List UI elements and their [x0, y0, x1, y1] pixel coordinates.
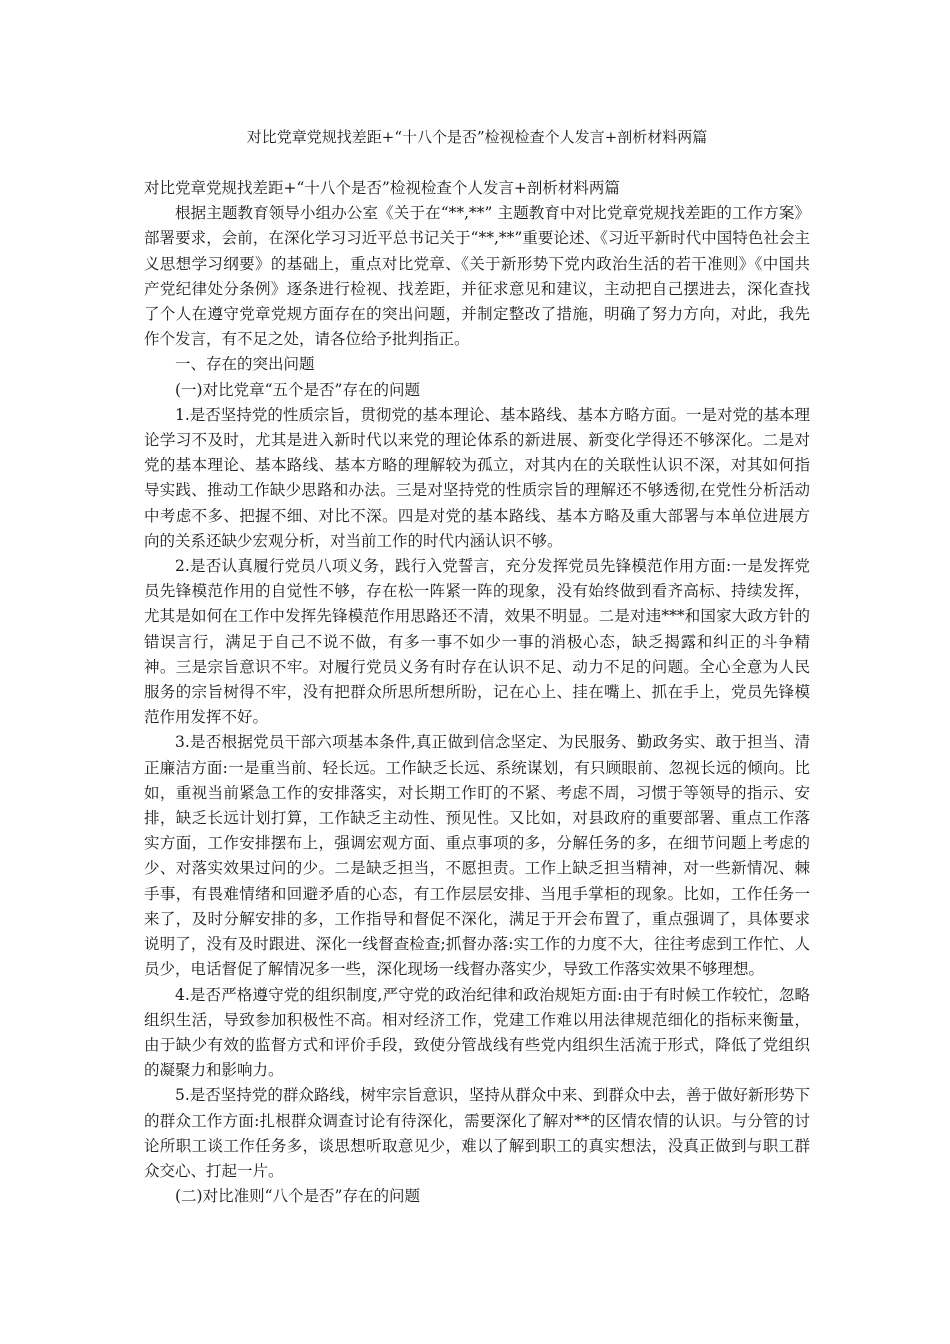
subsection-heading-guidelines: (二)对比准则“八个是否”存在的问题	[175, 1187, 420, 1206]
paragraph-item-2: 2.是否认真履行党员八项义务，践行入党誓言，充分发挥党员先锋模范作用方面:一是发挥党员先锋模范作用的自觉性不够，存在松一阵紧一阵的现象，没有始终做到看齐高标、持续发挥，尤其是如何在工作中发挥先锋模范作用思路还不清，效果不明显。二是对违***和国家大政方针的错误言行，满足于自己不说不做，有多一事不如少一事的消极心态，缺乏揭露和纠正的斗争精神。三是宗旨意识不牢。对履行党员义务有时存在认识不足、动力不足的问题。全心全意为人民服务的宗旨树得不牢，没有把群众所思所想所盼，记在心上、挂在嘴上、抓在手上，党员先锋模范作用发挥不好。	[144, 557, 810, 727]
paragraph-repeated-title: 对比党章党规找差距+“十八个是否”检视检查个人发言+剖析材料两篇	[144, 179, 620, 197]
document-body	[144, 176, 810, 1209]
paragraph-item-1: 1.是否坚持党的性质宗旨，贯彻党的基本理论、基本路线、基本方略方面。一是对党的基本理论学习不及时，尤其是进入新时代以来党的理论体系的新进展、新变化学得还不够深化。二是对党的基本理论、基本路线、基本方略的理解较为孤立，对其内在的关联性认识不深，对其如何指导实践、推动工作缺少思路和办法。三是对坚持党的性质宗旨的理解还不够透彻,在党性分析活动中考虑不多、把握不细、对比不深。四是对党的基本路线、基本方略及重大部署与本单位进展方向的关系还缺少宏观分析，对当前工作的时代内涵认识不够。	[144, 405, 810, 550]
document-title: 对比党章党规找差距+“十八个是否”检视检查个人发言+剖析材料两篇	[246, 128, 708, 146]
paragraph-item-5: 5.是否坚持党的群众路线，树牢宗旨意识，坚持从群众中来、到群众中去，善于做好新形势下的群众工作方面:扎根群众调查讨论有待深化，需要深化了解对**的区情农情的认识。与分管的讨论所职工谈工作任务多，谈思想听取意见少，难以了解到职工的真实想法，没真正做到与职工群众交心、打起一片。	[144, 1086, 810, 1180]
paragraph-item-4: 4.是否严格遵守党的组织制度,严守党的政治纪律和政治规矩方面:由于有时候工作较忙，忽略组织生活，导致参加积极性不高。相对经济工作，党建工作难以用法律规范细化的指标来衡量，由于缺少有效的监督方式和评价手段，致使分管战线有些党内组织生活流于形式，降低了党组织的凝聚力和影响力。	[144, 985, 810, 1080]
paragraph-intro: 根据主题教育领导小组办公室《关于在“**,**” 主题教育中对比党章党规找差距的工作方案》部署要求，会前，在深化学习习近平总书记关于“**,**”重要论述、《习近平新时代中国特色社会主义思想学习纲要》的基础上，重点对比党章、《关于新形势下党内政治生活的若干准则》《中国共产党纪律处分条例》逐条进行检视、找差距，并征求意见和建议，主动把自己摆进去，深化查找了个人在遵守党章党规方面存在的突出问题，并制定整改了措施，明确了努力方向，对此，我先作个发言，有不足之处，请各位给予批判指正。	[144, 204, 810, 349]
paragraph-item-3: 3.是否根据党员干部六项基本条件,真正做到信念坚定、为民服务、勤政务实、敢于担当、清正廉洁方面:一是重当前、轻长远。工作缺乏长远、系统谋划，有只顾眼前、忽视长远的倾向。比如，重视当前紧急工作的安排落实，对长期工作盯的不紧、考虑不周，习惯于等领导的指示、安排，缺乏长远计划打算，工作缺乏主动性、预见性。又比如，对县政府的重要部署、重点工作落实方面，工作安排摆布上，强调宏观方面、重点事项的多，分解任务的多，在细节问题上考虑的少、对落实效果过问的少。二是缺乏担当，不愿担责。工作上缺乏担当精神，对一些新情况、棘手事，有畏难情绪和回避矛盾的心态，有工作层层安排、当甩手掌柜的现象。比如，工作任务一来了，及时分解安排的多，工作指导和督促不深化，满足于开会布置了，重点强调了，具体要求说明了，没有及时跟进、深化一线督查检查;抓督办落:实工作的力度不大，往往考虑到工作忙、人员少，电话督促了解情况多一些，深化现场一线督办落实少，导致工作落实效果不够理想。	[144, 733, 810, 979]
section-heading-problems: 一、存在的突出问题	[175, 355, 315, 374]
subsection-heading-party-constitution: (一)对比党章“五个是否”存在的问题	[175, 380, 420, 399]
